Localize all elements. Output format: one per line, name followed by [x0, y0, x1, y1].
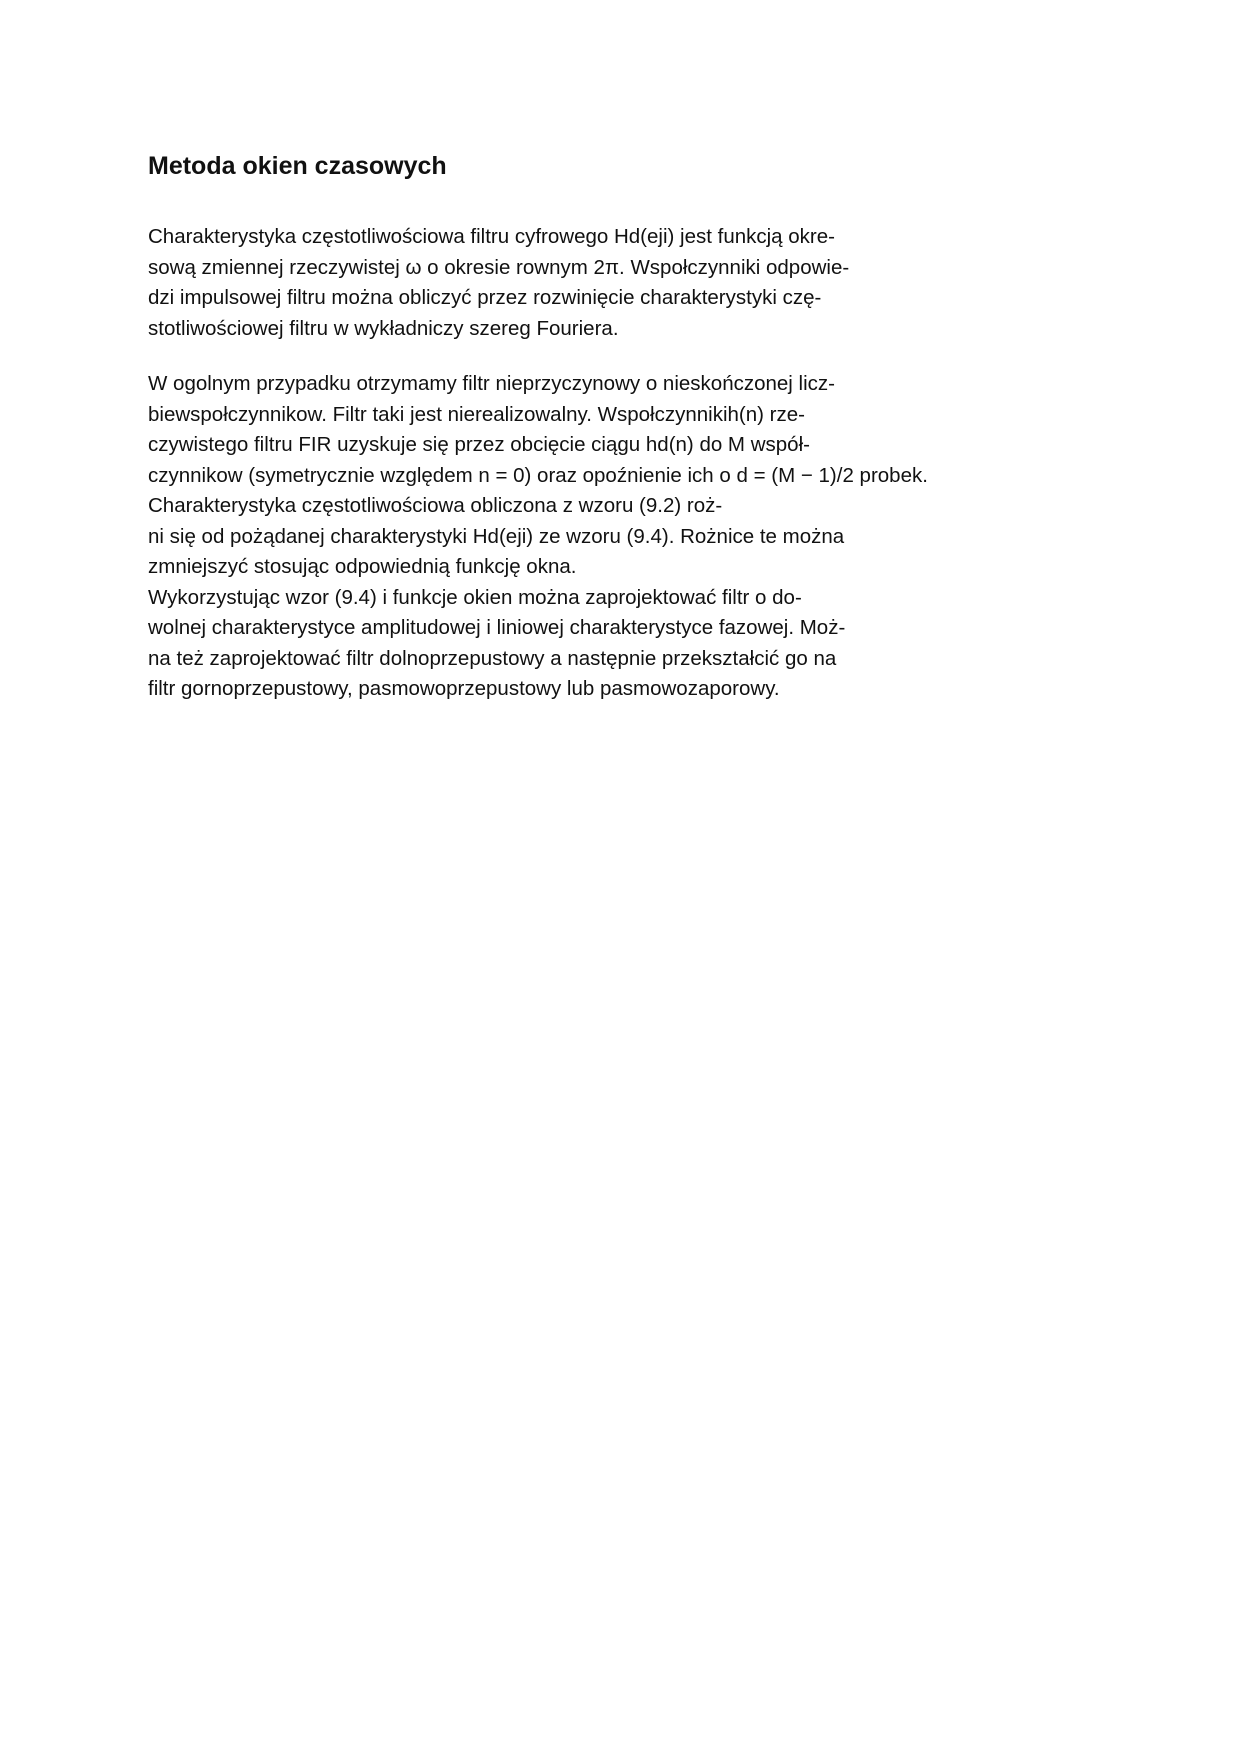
paragraph-1	[148, 222, 849, 344]
text-line: wolnej charakterystyce amplitudowej i liniowej charakterystyce fazowej. Moż-	[148, 616, 846, 639]
text-line: na też zaprojektować filtr dolnoprzepustowy a następnie przekształcić go na	[148, 646, 837, 670]
text-line: ni się od pożądanej charakterystyki Hd(eji) ze wzoru (9.4). Rożnice te można	[148, 524, 845, 548]
text-line: czynnikow (symetrycznie względem n = 0) oraz opoźnienie ich o d = (M − 1)/2 probek.	[148, 463, 928, 487]
text-line: czywistego filtru FIR uzyskuje się przez obcięcie ciągu hd(n) do M współ-	[148, 433, 810, 456]
text-line: stotliwościowej filtru w wykładniczy szereg Fouriera.	[148, 316, 619, 340]
document-title: Metoda okien czasowych	[148, 152, 447, 180]
text-line: Charakterystyka częstotliwościowa filtru cyfrowego Hd(eji) jest funkcją okre-	[148, 225, 835, 248]
text-line: filtr gornoprzepustowy, pasmowoprzepustowy lub pasmowozaporowy.	[148, 677, 780, 700]
text-line: dzi impulsowej filtru można obliczyć przez rozwinięcie charakterystyki czę-	[148, 286, 822, 309]
text-line: sową zmiennej rzeczywistej ω o okresie rownym 2π. Wspołczynniki odpowie-	[148, 255, 850, 279]
paragraph-2	[148, 369, 928, 705]
text-line: W ogolnym przypadku otrzymamy filtr nieprzyczynowy o nieskończonej licz-	[148, 372, 835, 395]
text-line: zmniejszyć stosując odpowiednią funkcję okna.	[148, 555, 577, 578]
text-line: Charakterystyka częstotliwościowa obliczona z wzoru (9.2) roż-	[148, 494, 723, 517]
text-line: biewspołczynnikow. Filtr taki jest nierealizowalny. Wspołczynnikih(n) rze-	[148, 402, 805, 426]
text-line: Wykorzystując wzor (9.4) i funkcje okien można zaprojektować filtr o do-	[148, 585, 802, 609]
